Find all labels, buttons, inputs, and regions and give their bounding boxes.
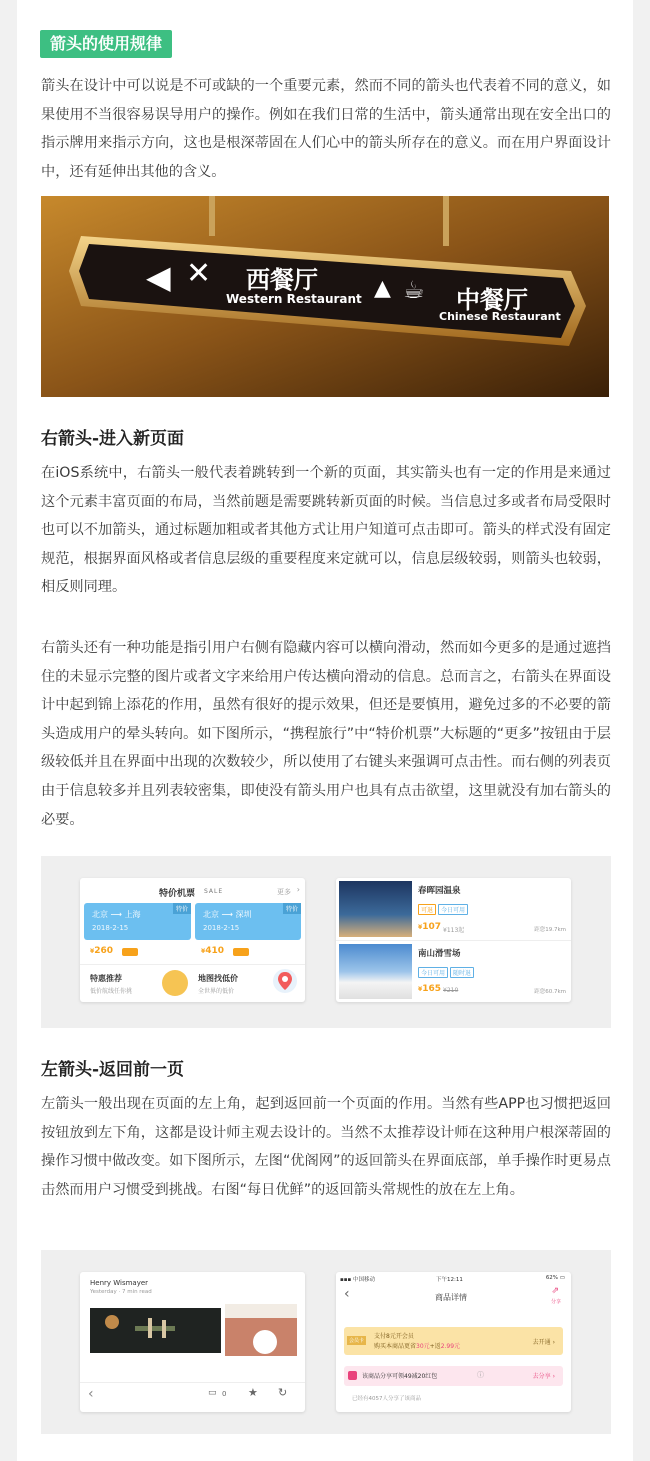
ctrip-title: 特价机票 xyxy=(159,889,196,899)
share-icon[interactable]: ⇗ xyxy=(551,1286,559,1296)
ticket-card[interactable] xyxy=(84,903,191,940)
listing-name[interactable]: 南山滑雪场 xyxy=(418,949,461,959)
article-meta: Yesterday · 7 min read xyxy=(90,1289,152,1295)
ctrip-title-en: SALE xyxy=(204,888,224,895)
right-arrow-paragraph-1: 在iOS系统中，右箭头一般代表着跳转到一个新的页面，其实箭头也有一定的作用是来通过这个元素丰富页面的布局，当然前题是需要跳转新页面的时候。当信息过多或者布局受限时也可以不加箭头，通过标题加粗或者其他方式让用户知道可点击即可。箭头的样式没有固定规范，根据界面风格或者信息层级的重要程度来定就可以，信息层级较弱，则箭头也较弱，相反则同理。 xyxy=(41,465,611,596)
teacup-icon: ☕ xyxy=(403,276,425,304)
ticket-date: 2018-2-15 xyxy=(203,924,240,932)
sign-left-en: Western Restaurant xyxy=(226,292,362,306)
nav-title: 商品详情 xyxy=(435,1293,467,1302)
listing-extra: ¥113起 xyxy=(443,927,465,934)
ticket-from: 北京 xyxy=(92,910,108,919)
article-image xyxy=(225,1304,297,1356)
promo-title[interactable]: 地图找低价 xyxy=(198,974,238,983)
example-panel-left-arrow xyxy=(41,1250,611,1434)
ticket-price: ¥260 xyxy=(90,946,113,956)
listing-price: ¥107 xyxy=(418,922,441,932)
comment-icon[interactable]: ▭ xyxy=(208,1388,217,1398)
listing-tags: 可退 今日可用 xyxy=(418,897,470,916)
share-line: 该商品分享可领49减20红包 xyxy=(362,1373,438,1380)
youge-screen xyxy=(80,1272,305,1412)
back-chevron-left-icon[interactable]: ‹ xyxy=(344,1286,350,1302)
ctrip-card xyxy=(80,878,305,1002)
example-panel-right-arrow xyxy=(41,856,611,1028)
promo-subtitle: 低价航线任你挑 xyxy=(90,988,133,995)
signal-icon: ▪▪▪ xyxy=(340,1277,353,1283)
chevron-right-icon: › xyxy=(550,1373,555,1380)
member-line-1: 支付8元开会员 xyxy=(374,1333,414,1340)
listing-price: ¥165 xyxy=(418,984,441,994)
chevron-right-icon: › xyxy=(550,1339,555,1346)
status-time: 下午12:11 xyxy=(436,1277,463,1283)
sign-right-cn: 中餐厅 xyxy=(456,286,528,314)
listing-distance: 距您19.7km xyxy=(534,927,566,933)
listing-distance: 距您60.7km xyxy=(534,989,566,995)
left-arrow-heading: 左箭头-返回前一页 xyxy=(41,1060,185,1080)
promo-title[interactable]: 特惠推荐 xyxy=(90,974,122,983)
article-page xyxy=(17,0,633,1461)
share-banner[interactable] xyxy=(344,1366,563,1386)
listing-extra: ¥210 xyxy=(443,987,459,994)
ticket-price: ¥410 xyxy=(201,946,224,956)
divider xyxy=(80,964,305,965)
hot-spring-thumbnail xyxy=(339,881,412,937)
listing-card xyxy=(336,878,571,1002)
coupon-icon xyxy=(162,970,188,996)
ticket-from: 北京 xyxy=(203,910,219,919)
member-line-2: 购买本商品更省30元+返2.99元 xyxy=(374,1343,461,1350)
left-arrow-icon: ◀ xyxy=(146,258,171,296)
route-arrow-icon: ⟶ xyxy=(221,910,236,919)
ctrip-more-link[interactable]: 更多 xyxy=(277,888,291,896)
article-author: Henry Wismayer xyxy=(90,1279,149,1287)
ticket-card[interactable] xyxy=(195,903,301,940)
restaurant-sign-photo xyxy=(41,196,609,397)
discount-badge xyxy=(233,948,249,956)
ticket-badge: 特价 xyxy=(283,903,301,914)
intro-paragraph: 箭头在设计中可以说是不可或缺的一个重要元素，然而不同的箭头也代表着不同的意义，如果使用不当很容易误导用户的操作。例如在我们日常的生活中，箭头通常出现在安全出口的指示牌用来指示方向，这也是根深蒂固在人们心中的箭头所存在的意义。而在用户界面设计中，还有延伸出其他的含义。 xyxy=(41,78,611,180)
member-badge: 会员卡 xyxy=(349,1338,365,1344)
member-banner[interactable] xyxy=(344,1327,563,1355)
discount-badge xyxy=(122,948,138,956)
fork-knife-icon: ✕ xyxy=(186,256,212,291)
status-carrier: ▪▪▪ 中国移动 xyxy=(340,1277,375,1283)
promo-subtitle: 全世界的低价 xyxy=(198,988,235,995)
map-pin-icon xyxy=(272,968,298,996)
divider xyxy=(336,940,571,941)
right-arrow-heading: 右箭头-进入新页面 xyxy=(41,429,185,449)
ticket-to: 上海 xyxy=(124,910,141,919)
battery-icon: ▭ xyxy=(558,1275,565,1281)
listing-tags: 今日可用 随时退 xyxy=(418,960,476,979)
article-image xyxy=(90,1308,221,1353)
route-arrow-icon: ⟶ xyxy=(110,910,125,919)
share-label[interactable]: 分享 xyxy=(550,1299,561,1305)
ticket-date: 2018-2-15 xyxy=(92,924,129,932)
shared-count: 已经有4057人分享了该商品 xyxy=(352,1396,421,1402)
sign-right-en: Chinese Restaurant xyxy=(439,310,561,323)
status-battery: 62% ▭ xyxy=(545,1275,565,1281)
ticket-to: 深圳 xyxy=(235,910,252,919)
sign-left-cn: 西餐厅 xyxy=(246,266,318,294)
share-action[interactable]: 去分享 › xyxy=(532,1373,555,1380)
member-action[interactable]: 去开通 › xyxy=(532,1339,555,1346)
listing-name[interactable]: 春晖园温泉 xyxy=(418,886,461,896)
star-icon[interactable]: ★ xyxy=(248,1386,258,1399)
red-packet-icon xyxy=(348,1371,357,1380)
left-arrow-paragraph: 左箭头一般出现在页面的左上角，起到返回前一个页面的作用。当然有些APP也习惯把返回按钮放到左下角，这都是设计师主观去设计的。当然不太推荐设计师在这种用户根深蒂固的操作习惯中做改变。如下图所示，左图“优阁网”的返回箭头在界面底部，单手操作时更易点击然而用户习惯受到挑战。右图“每日优鲜”的返回箭头常规性的放在左上角。 xyxy=(41,1096,611,1198)
comment-count: 0 xyxy=(222,1390,227,1398)
back-chevron-left-icon[interactable]: ‹ xyxy=(88,1386,94,1402)
right-arrow-paragraph-2: 右箭头还有一种功能是指引用户右侧有隐藏内容可以横向滑动，然而如今更多的是通过遮挡住的未显示完整的图片或者文字来给用户传达横向滑动的信息。总而言之，右箭头在界面设计中起到锦上添花的作用，虽然有很好的提示效果，但还是要慎用，避免过多的不必要的箭头造成用户的晕头转向。如下图所示，“携程旅行”中“特价机票”大标题的“更多”按钮由于层级较低并且在界面中出现的次数较少，所以使用了右键头来强调可点击性。而右侧的列表页由于信息较多并且列表较密集，即使没有箭头用户也具有点击欲望，这里就没有加右箭头的必要。 xyxy=(41,640,611,828)
section-tag: 箭头的使用规律 xyxy=(40,30,172,58)
ski-resort-thumbnail xyxy=(339,944,412,999)
share-icon[interactable]: ↻ xyxy=(278,1386,288,1399)
up-arrow-icon: ▲ xyxy=(374,276,391,301)
missfresh-screen xyxy=(336,1272,571,1412)
more-chevron-right-icon[interactable]: › xyxy=(296,885,300,894)
help-icon[interactable]: ⓘ xyxy=(477,1371,484,1379)
ticket-badge: 特价 xyxy=(173,903,191,914)
divider xyxy=(80,1382,305,1383)
